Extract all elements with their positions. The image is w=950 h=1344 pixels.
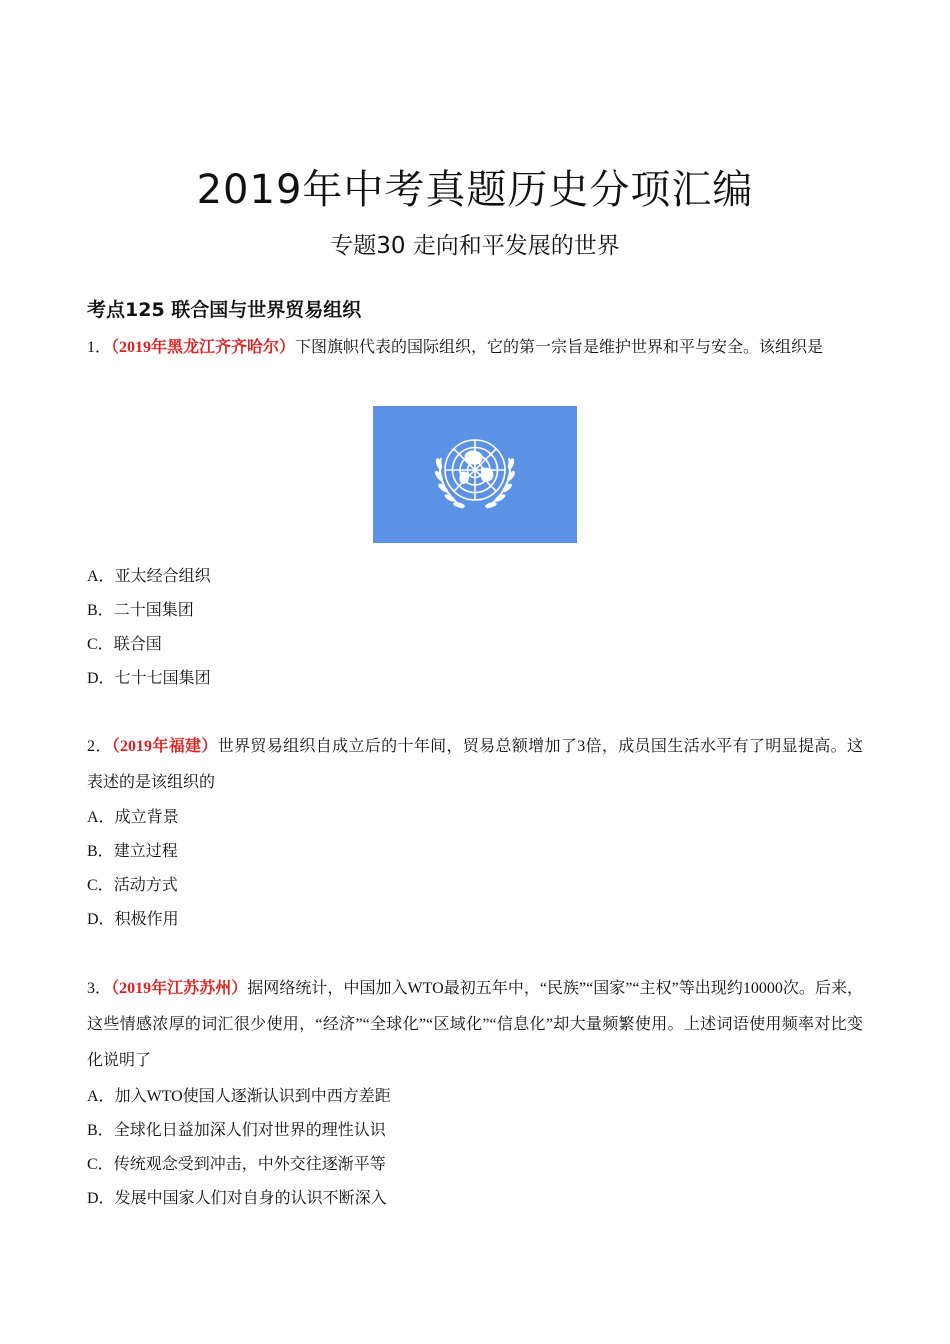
option-letter: B． (87, 602, 114, 619)
document-subtitle: 专题30 走向和平发展的世界 (330, 233, 620, 259)
question-1-option-b (87, 599, 194, 623)
option-letter: B． (87, 843, 114, 860)
option-text: 传统观念受到冲击，中外交往逐渐平等 (113, 1156, 386, 1173)
question-1-option-c (87, 633, 162, 657)
option-letter: A． (87, 568, 115, 585)
option-text: 七十七国集团 (114, 670, 211, 687)
question-1-option-d (87, 667, 211, 691)
question-3-stem: 据网络统计，中国加入WTO最初五年中，“民族”“国家”“主权”等出现约10000次。后来，这些情感浓厚的词汇很少使用，“经济”“全球化”“区域化”“信息化”却大量频繁使用。上述词语使用频率对比变化说明了 (87, 980, 863, 1069)
option-text: 活动方式 (113, 877, 178, 894)
option-letter: C． (87, 877, 114, 894)
question-3-option-a (87, 1085, 391, 1109)
document-title: 2019年中考真题历史分项汇编 (196, 166, 754, 213)
question-2-number: 2． (87, 738, 112, 755)
question-2-text (87, 729, 863, 801)
un-flag-icon (373, 406, 577, 543)
option-letter: C． (87, 636, 114, 653)
option-text: 亚太经合组织 (114, 568, 211, 585)
option-text: 全球化日益加深人们对世界的理性认识 (113, 1122, 386, 1139)
option-letter: A． (87, 809, 115, 826)
question-1-stem: 下图旗帜代表的国际组织，它的第一宗旨是维护世界和平与安全。该组织是 (295, 339, 824, 356)
question-3-text (87, 971, 863, 1079)
option-text: 发展中国家人们对自身的认识不断深入 (114, 1190, 387, 1207)
question-3-option-c (87, 1153, 386, 1177)
question-3-source: （2019年江苏苏州） (111, 980, 248, 997)
option-letter: D． (87, 911, 115, 928)
option-letter: B． (87, 1122, 114, 1139)
option-letter: D． (87, 670, 115, 687)
option-text: 二十国集团 (113, 602, 194, 619)
question-1-source: （2019年黑龙江齐齐哈尔） (111, 339, 296, 356)
section-heading: 考点125 联合国与世界贸易组织 (87, 299, 362, 321)
question-2-option-a (87, 806, 179, 830)
question-2-option-c (87, 874, 178, 898)
option-letter: C． (87, 1156, 114, 1173)
un-flag-image (373, 406, 577, 543)
option-text: 积极作用 (114, 911, 179, 928)
question-2-option-b (87, 840, 178, 864)
question-1-option-a (87, 565, 211, 589)
option-letter: D． (87, 1190, 115, 1207)
question-2-source: （2019年福建） (111, 738, 218, 755)
question-2-option-d (87, 908, 179, 932)
option-text: 加入WTO使国人逐渐认识到中西方差距 (114, 1088, 391, 1105)
question-1-number: 1． (87, 339, 112, 356)
question-3-option-b (87, 1119, 386, 1143)
option-letter: A． (87, 1088, 115, 1105)
option-text: 建立过程 (113, 843, 178, 860)
question-2-stem: 世界贸易组织自成立后的十年间，贸易总额增加了3倍，成员国生活水平有了明显提高。这表述的是该组织的 (87, 738, 863, 791)
question-3-number: 3． (87, 980, 112, 997)
question-1-text (87, 330, 863, 366)
question-3-option-d (87, 1187, 387, 1211)
option-text: 联合国 (113, 636, 162, 653)
option-text: 成立背景 (114, 809, 179, 826)
